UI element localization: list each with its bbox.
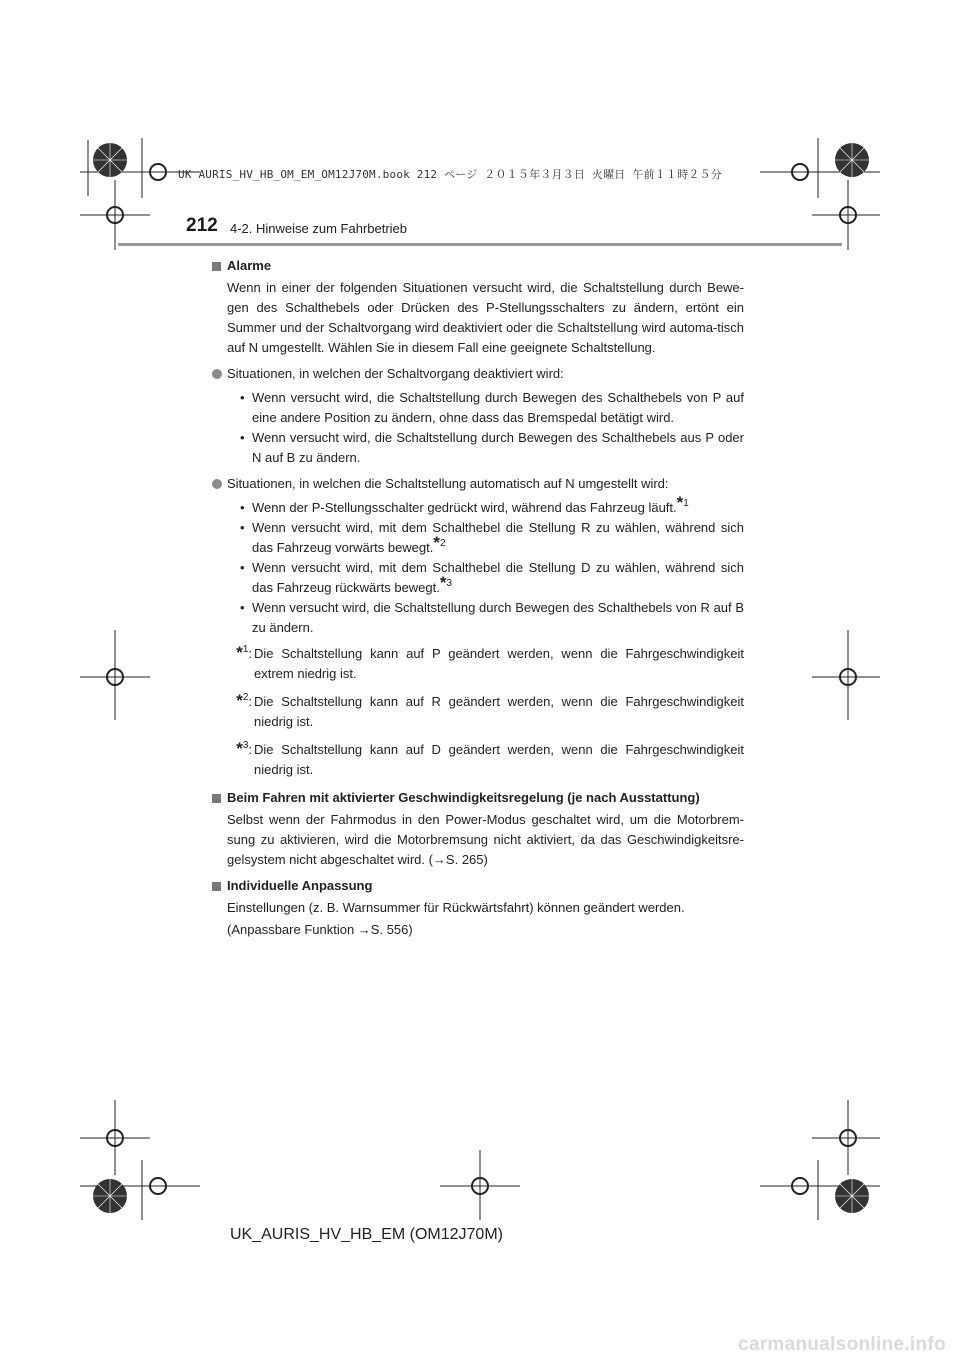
circle-bullet-icon — [212, 369, 222, 379]
footnote: *$^3$: Die Schaltstellung kann auf D geändert werden, wenn die Fahrgeschwindigkeit niedrig ist. — [236, 739, 744, 777]
list-item: • Wenn versucht wird, mit dem Schalthebel die Stellung D zu wählen, während sich das Fahrzeug rückwärts bewegt.*$^3$ — [240, 560, 744, 595]
page-number: 212 — [186, 215, 218, 236]
alarme-heading: Alarme — [212, 256, 744, 276]
custom-line2[interactable]: (Anpassbare Funktion →S. 556) — [227, 922, 413, 937]
circle-bullet-icon — [212, 479, 222, 489]
cruise-text: Selbst wenn der Fahrmodus in den Power-Modus geschaltet wird, um die Motorbrem-sung zu aktivieren, wird die Motorbremsung nicht aktiviert, da das Geschwindigkeitsre-gelsystem nicht abgeschaltet wird. (→S. 265) — [227, 812, 744, 867]
header-rule — [118, 243, 842, 246]
auto-n-list — [212, 493, 744, 638]
custom-heading: Individuelle Anpassung — [212, 876, 744, 896]
cruise-heading: Beim Fahren mit aktivierter Geschwindigkeitsregelung (je nach Ausstattung) — [212, 788, 744, 808]
footer-code: UK_AURIS_HV_HB_EM (OM12J70M) — [230, 1226, 503, 1243]
deactivated-list — [212, 388, 744, 468]
list-item: • Wenn versucht wird, die Schaltstellung durch Bewegen des Schalthebels aus P oder N auf B zu ändern. — [240, 430, 744, 465]
alarme-intro: Wenn in einer der folgenden Situationen versucht wird, die Schaltstellung durch Bewe-gen des Schalthebels oder Drücken des P-Stellungsschalters zu ändern, ertönt ein Summer und der Schaltvorgang wird deaktiviert oder die Schaltstellung wird automa-tisch auf N umgestellt. Wählen Sie in diesem Fall eine geeignete Schaltstellung. — [227, 280, 744, 355]
auto-n-label: Situationen, in welchen die Schaltstellung automatisch auf N umgestellt wird: — [212, 474, 744, 494]
footnote: *$^2$: Die Schaltstellung kann auf R geändert werden, wenn die Fahrgeschwindigkeit niedrig ist. — [236, 691, 744, 729]
list-item: • Wenn der P-Stellungsschalter gedrückt wird, während das Fahrzeug läuft.*$^1$ — [240, 493, 689, 515]
custom-line1: Einstellungen (z. B. Warnsummer für Rückwärtsfahrt) können geändert werden. — [227, 900, 685, 915]
watermark: carmanualsonline.info — [738, 1334, 946, 1355]
square-bullet-icon — [212, 262, 221, 271]
list-item: • Wenn versucht wird, die Schaltstellung durch Bewegen des Schalthebels von P auf eine andere Position zu ändern, ohne dass das Bremspedal betätigt wird. — [240, 390, 744, 425]
list-item: • Wenn versucht wird, die Schaltstellung durch Bewegen des Schalthebels von R auf B zu ändern. — [240, 600, 744, 635]
square-bullet-icon — [212, 794, 221, 803]
list-item: • Wenn versucht wird, mit dem Schalthebel die Stellung R zu wählen, während sich das Fahrzeug vorwärts bewegt.*$^2$ — [240, 520, 744, 555]
section-title: 4-2. Hinweise zum Fahrbetrieb — [230, 221, 408, 236]
footnotes — [212, 644, 744, 780]
deactivated-label: Situationen, in welchen der Schaltvorgang deaktiviert wird: — [212, 364, 744, 384]
footnote: *$^1$: Die Schaltstellung kann auf P geändert werden, wenn die Fahrgeschwindigkeit extrem niedrig ist. — [236, 643, 744, 681]
square-bullet-icon — [212, 882, 221, 891]
page-content — [212, 254, 744, 940]
print-header: UK AURIS_HV_HB_OM_EM_OM12J70M.book 212 ページ ２０１５年３月３日 火曜日 午前１１時２５分 — [178, 168, 722, 181]
